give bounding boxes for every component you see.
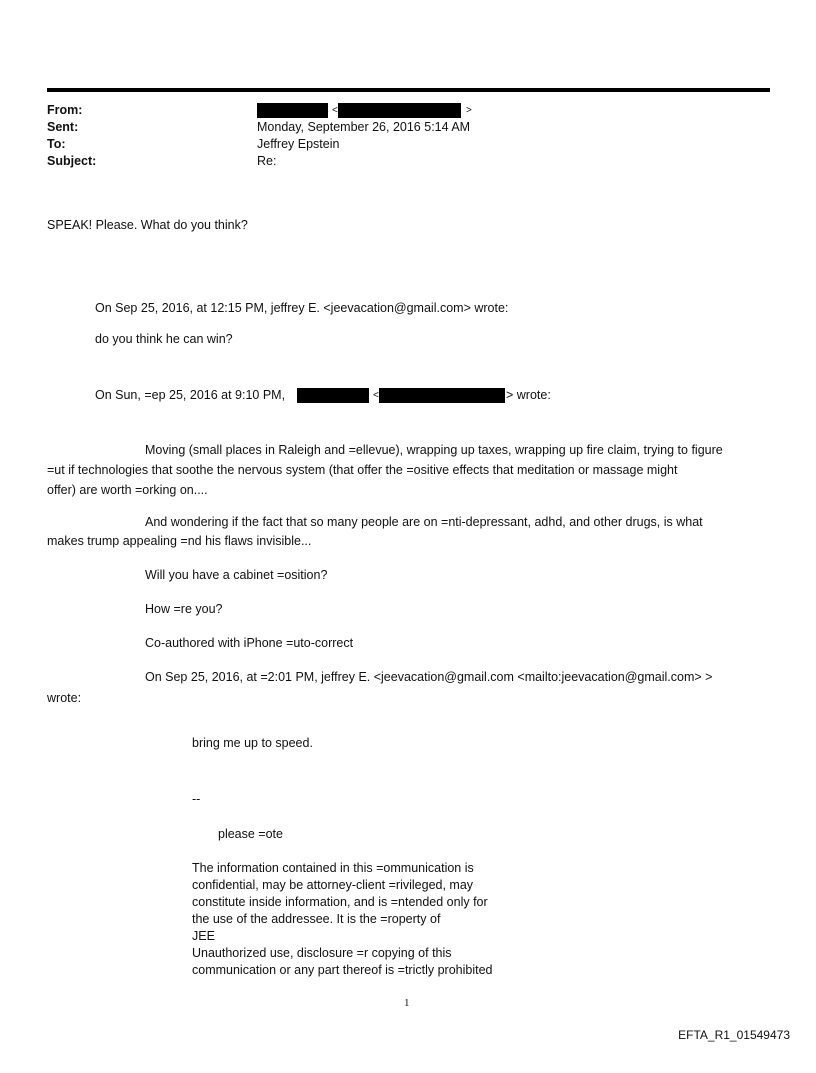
to-label: To: [47, 137, 66, 151]
paragraph-line: =ut if technologies that soothe the nervous system (that offer the =ositive effects that meditation or massage might [47, 463, 678, 477]
document-id: EFTA_R1_01549473 [678, 1028, 790, 1042]
page-number: 1 [404, 997, 410, 1009]
paragraph-line: And wondering if the fact that so many people are on =nti-depressant, adhd, and other drugs, is what [145, 515, 703, 529]
from-lt: < [332, 105, 338, 116]
quote-wrote: wrote: [47, 691, 82, 705]
quote-wrote: > wrote: [506, 388, 551, 402]
subject-value: Re: [257, 154, 277, 168]
disclaimer-line: confidential, may be attorney-client =rivileged, may [192, 878, 474, 892]
disclaimer-line: constitute inside information, and is =ntended only for [192, 895, 488, 909]
quote-lt: < [373, 390, 379, 401]
quote-body: bring me up to speed. [192, 736, 313, 750]
disclaimer-line: communication or any part thereof is =trictly prohibited [192, 963, 493, 977]
sent-value: Monday, September 26, 2016 5:14 AM [257, 120, 471, 134]
paragraph-line: Moving (small places in Raleigh and =ellevue), wrapping up taxes, wrapping up fire claim, trying to figure [145, 443, 723, 457]
paragraph-line: makes trump appealing =nd his flaws invisible... [47, 534, 312, 548]
quote-header: On Sep 25, 2016, at 12:15 PM, jeffrey E. <jeevacation@gmail.com> wrote: [95, 301, 509, 315]
signature-note: please =ote [218, 827, 283, 841]
redaction-box [257, 103, 328, 118]
redaction-box [379, 388, 505, 403]
paragraph-line: Will you have a cabinet =osition? [145, 568, 328, 582]
paragraph-line: How =re you? [145, 602, 223, 616]
header-rule [47, 88, 770, 92]
redaction-box [338, 103, 461, 118]
body-line: SPEAK! Please. What do you think? [47, 218, 248, 232]
paragraph-line: Co-authored with iPhone =uto-correct [145, 636, 354, 650]
quote-header: On Sun, =ep 25, 2016 at 9:10 PM, [95, 388, 286, 402]
signature-dashes: -- [192, 792, 201, 806]
redaction-box [297, 388, 369, 403]
disclaimer-line: The information contained in this =ommunication is [192, 861, 474, 875]
subject-label: Subject: [47, 154, 97, 168]
quote-header: On Sep 25, 2016, at =2:01 PM, jeffrey E. <jeevacation@gmail.com <mailto:jeevacation@gmail.com> > [145, 670, 713, 684]
sent-label: Sent: [47, 120, 79, 134]
disclaimer-line: Unauthorized use, disclosure =r copying of this [192, 946, 452, 960]
from-gt: > [466, 105, 472, 116]
to-value: Jeffrey Epstein [257, 137, 340, 151]
disclaimer-line: the use of the addressee. It is the =roperty of [192, 912, 441, 926]
quote-body: do you think he can win? [95, 332, 233, 346]
from-label: From: [47, 103, 83, 117]
disclaimer-line: JEE [192, 929, 215, 943]
paragraph-line: offer) are worth =orking on.... [47, 483, 208, 497]
